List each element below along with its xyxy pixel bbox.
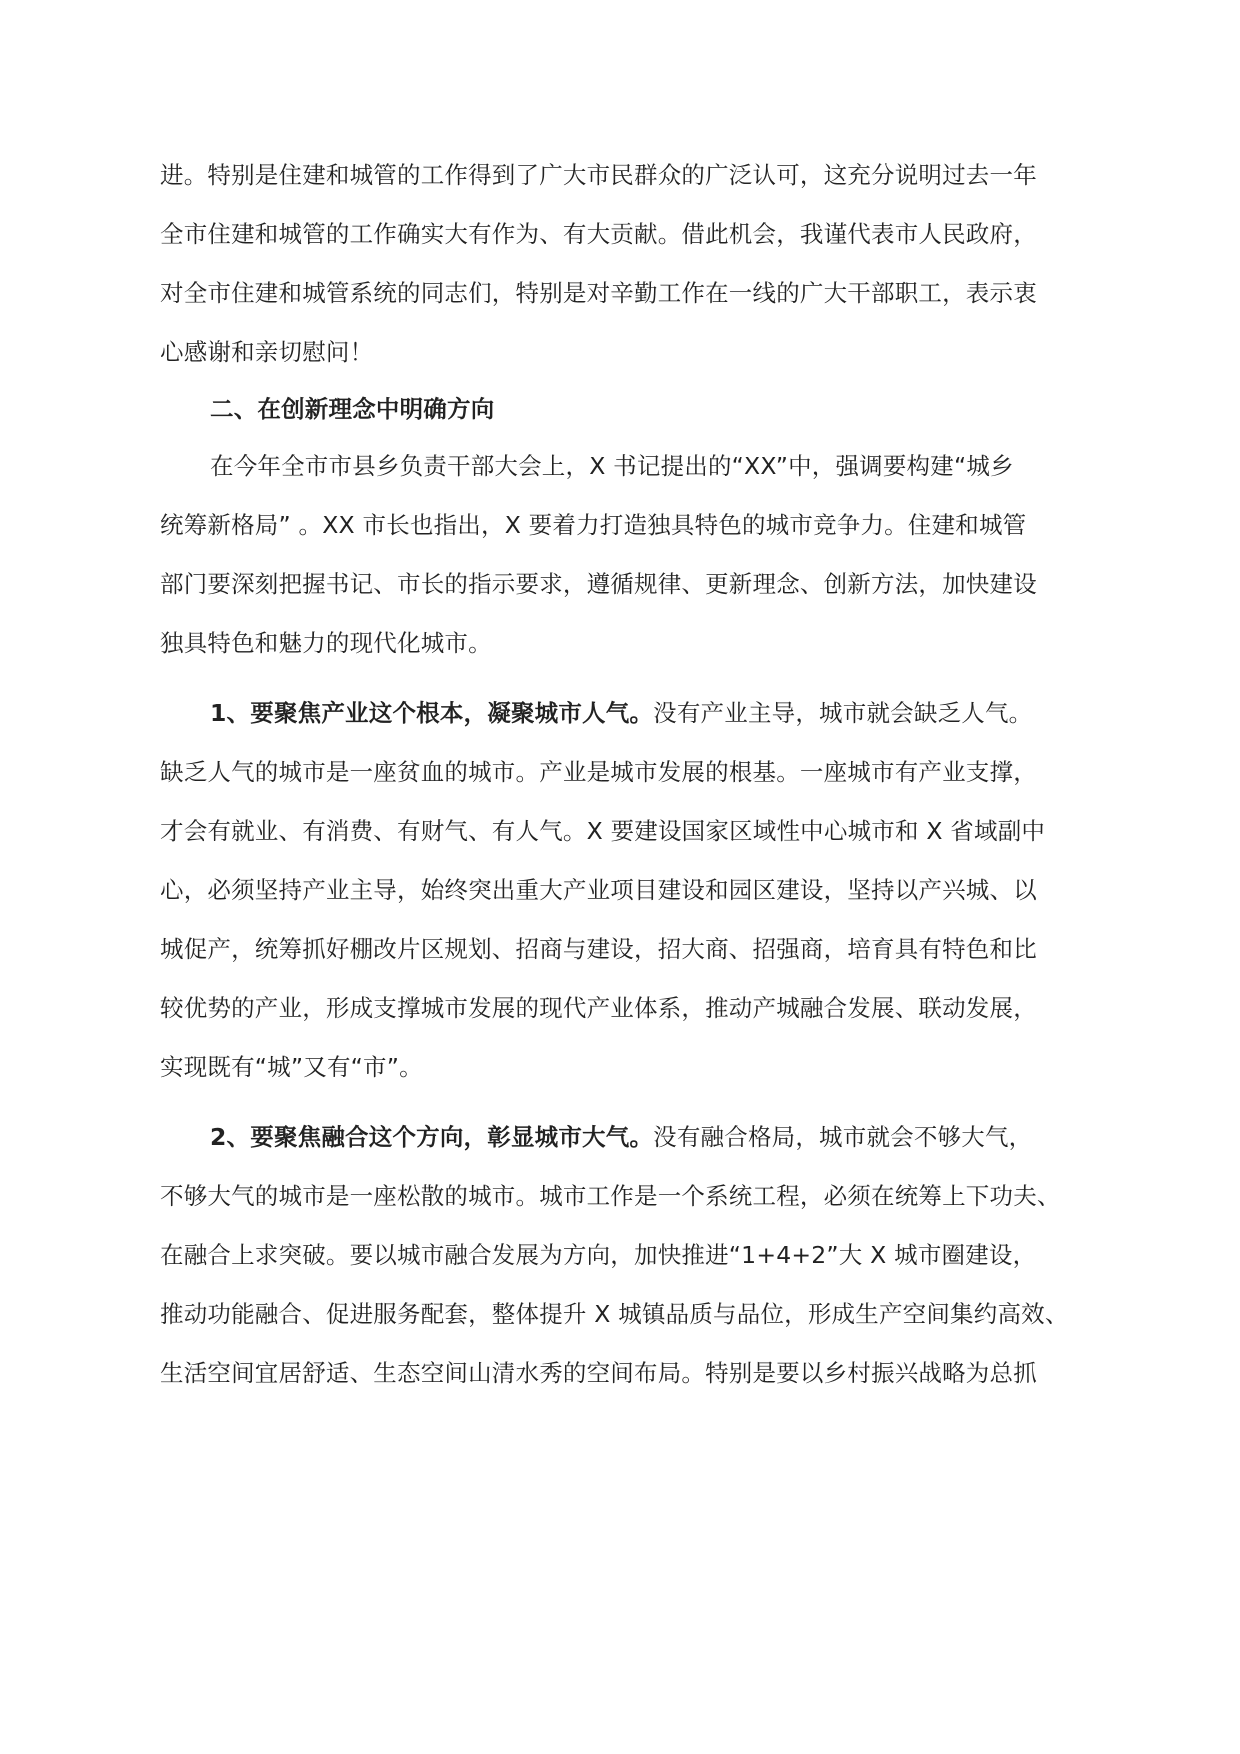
paragraph-line: 实现既有“城”又有“市”。 bbox=[160, 1053, 423, 1081]
paragraph-line: 较优势的产业，形成支撑城市发展的现代产业体系，推动产城融合发展、联动发展， bbox=[160, 994, 1037, 1022]
section-heading: 二、在创新理念中明确方向 bbox=[210, 395, 495, 423]
item-lead: 1、要聚焦产业这个根本，凝聚城市人气。 bbox=[210, 699, 654, 727]
paragraph-line: 不够大气的城市是一座松散的城市。城市工作是一个系统工程，必须在统筹上下功夫、 bbox=[160, 1182, 1061, 1210]
item-first-line bbox=[210, 1122, 1090, 1152]
paragraph-line: 心感谢和亲切慰问！ bbox=[160, 338, 374, 366]
item-lead-rest: 没有融合格局，城市就会不够大气， bbox=[653, 1123, 1033, 1151]
paragraph-line: 对全市住建和城管系统的同志们，特别是对辛勤工作在一线的广大干部职工，表示衷 bbox=[160, 279, 1037, 307]
paragraph-line: 城促产，统筹抓好棚改片区规划、招商与建设，招大商、招强商，培育具有特色和比 bbox=[160, 935, 1037, 963]
paragraph-line: 生活空间宜居舒适、生态空间山清水秀的空间布局。特别是要以乡村振兴战略为总抓 bbox=[160, 1359, 1037, 1387]
paragraph-line: 心，必须坚持产业主导，始终突出重大产业项目建设和园区建设，坚持以产兴城、以 bbox=[160, 876, 1037, 904]
paragraph-line: 部门要深刻把握书记、市长的指示要求，遵循规律、更新理念、创新方法，加快建设 bbox=[160, 570, 1037, 598]
paragraph-line: 才会有就业、有消费、有财气、有人气。X 要建设国家区域性中心城市和 X 省域副中 bbox=[160, 817, 1046, 845]
paragraph-line: 全市住建和城管的工作确实大有作为、有大贡献。借此机会，我谨代表市人民政府， bbox=[160, 220, 1037, 248]
paragraph-line: 独具特色和魅力的现代化城市。 bbox=[160, 629, 492, 657]
item-first-line bbox=[210, 698, 1090, 728]
item-lead: 2、要聚焦融合这个方向，彰显城市大气。 bbox=[210, 1123, 654, 1151]
paragraph-line: 缺乏人气的城市是一座贫血的城市。产业是城市发展的根基。一座城市有产业支撑， bbox=[160, 758, 1037, 786]
paragraph-line: 在融合上求突破。要以城市融合发展为方向，加快推进“1+4+2”大 X 城市圈建设， bbox=[160, 1241, 1037, 1269]
item-lead-rest: 没有产业主导，城市就会缺乏人气。 bbox=[653, 699, 1033, 727]
paragraph-line: 统筹新格局” 。XX 市长也指出，X 要着力打造独具特色的城市竞争力。住建和城管 bbox=[160, 511, 1027, 539]
paragraph-line: 进。特别是住建和城管的工作得到了广大市民群众的广泛认可，这充分说明过去一年 bbox=[160, 161, 1037, 189]
paragraph-line: 在今年全市市县乡负责干部大会上，X 书记提出的“XX”中，强调要构建“城乡 bbox=[210, 452, 1014, 480]
paragraph-line: 推动功能融合、促进服务配套，整体提升 X 城镇品质与品位，形成生产空间集约高效、 bbox=[160, 1300, 1069, 1328]
